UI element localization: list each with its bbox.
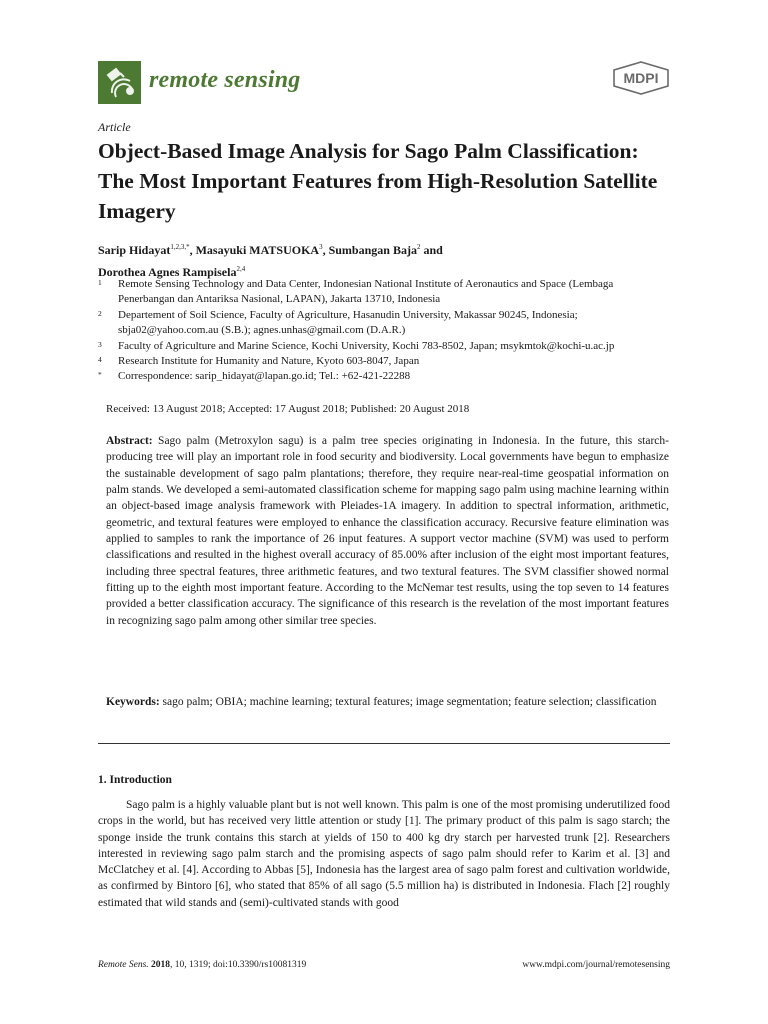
journal-header xyxy=(98,61,670,105)
correspondence-item xyxy=(98,369,670,384)
affiliation-text: Faculty of Agriculture and Marine Science, Kochi University, Kochi 783-8502, Japan; msykmtok@kochi-u.ac.jp xyxy=(118,339,615,352)
author-list xyxy=(98,238,668,282)
author-name: Dorothea Agnes Rampisela xyxy=(98,265,237,279)
affiliation-item xyxy=(98,277,670,308)
journal-logo-icon xyxy=(98,61,141,104)
abstract-text: Sago palm (Metroxylon sagu) is a palm tree species originating in Indonesia. In the future, this starch-producing tree will play an important role in food security and biodiversity. Local governments have begun to emphasize the sustainable development of sago palm plantations; therefore, they require near-real-time geospatial information on palm stands. We developed a semi-automated classification scheme for mapping sago palm using machine learning within an object-based image analysis framework with Pleiades-1A imagery. In addition to spectral information, arithmetic, geometric, and textural features were employed to enhance the classification accuracy. Recursive feature elimination was applied to samples to rank the importance of 26 input features. A support vector machine (SVM) was used to perform classifications and resulted in the highest overall accuracy of 85.00% after inclusion of the eight most important features, including three spectral features, three arithmetic features, and two textural features. The SVM classifier showed normal fitting up to the eighth most important feature. According to the McNemar test results, using the top seven to 14 features provided a better classification accuracy. The significance of this research is the revelation of the most important features in recognizing sago palm among other similar tree species. xyxy=(106,435,669,627)
affiliation-mark: 2 xyxy=(98,308,102,318)
keywords-label: Keywords: xyxy=(106,696,160,708)
affiliation-item xyxy=(98,308,670,339)
keywords-text: sago palm; OBIA; machine learning; textural features; image segmentation; feature selection; classification xyxy=(159,696,657,708)
journal-name: remote sensing xyxy=(149,67,301,93)
affiliation-mark: 4 xyxy=(98,355,102,365)
mdpi-logo-icon xyxy=(612,61,670,95)
author-name: Sarip Hidayat xyxy=(98,243,171,257)
abstract xyxy=(106,433,669,629)
author-name: , Masayuki MATSUOKA xyxy=(189,243,320,257)
section-heading: 1. Introduction xyxy=(98,774,172,786)
author-conjunction: and xyxy=(420,243,443,257)
publisher-name: MDPI xyxy=(623,70,659,86)
author-name: , Sumbangan Baja xyxy=(322,243,417,257)
publication-dates: Received: 13 August 2018; Accepted: 17 August 2018; Published: 20 August 2018 xyxy=(106,403,470,415)
affiliation-list xyxy=(98,277,670,385)
section-divider xyxy=(98,743,670,744)
introduction-paragraph: Sago palm is a highly valuable plant but is not well known. This palm is one of the most promising underutilized food crops in the world, but has received very little attention or study [1]. The primary product of this palm is sago starch; the sponge inside the trunk contains this starch at yields of 150 to 400 kg dry starch per harvested trunk [2]. Researchers interested in reviewing sago palm starch and the promising aspects of sago palm should refer to Karim et al. [3] and McClatchey et al. [4]. According to Abbas [5], Indonesia has the largest area of sago palm forest and cultivation worldwide, as confirmed by Bintoro [6], who stated that 85% of all sago (5.5 million ha) is distributed in Indonesia. Flach [2] roughly estimated that wild stands and (semi)-cultivated stands with good xyxy=(98,799,670,909)
author-affiliation-marks: 2 xyxy=(416,243,421,251)
affiliation-mark: 3 xyxy=(98,339,102,349)
footer-journal: Remote Sens. xyxy=(98,960,149,970)
affiliation-item xyxy=(98,354,670,369)
abstract-label: Abstract: xyxy=(106,435,153,447)
author-affiliation-marks: 1,2,3,* xyxy=(170,243,190,251)
affiliation-mark: 1 xyxy=(98,278,102,287)
footer-year: 2018 xyxy=(151,960,171,970)
affiliation-text: Remote Sensing Technology and Data Center, Indonesian National Institute of Aeronautics and Space (Lembaga Penerbangan dan Antariksa Nasional, LAPAN), Jakarta 13710, Indonesia xyxy=(118,278,614,306)
keywords xyxy=(106,694,669,711)
affiliation-text: Research Institute for Humanity and Nature, Kyoto 603-8047, Japan xyxy=(118,355,420,368)
affiliation-item xyxy=(98,339,670,354)
author-affiliation-marks: 2,4 xyxy=(236,265,246,273)
footer-citation xyxy=(98,960,306,970)
correspondence-mark: * xyxy=(98,370,102,380)
affiliation-text: Departement of Soil Science, Faculty of Agriculture, Hasanudin University, Makassar 90245, Indonesia; sbja02@yahoo.com.au (S.B.); agnes.unhas@gmail.com (D.A.R.) xyxy=(118,308,578,337)
correspondence-text: Correspondence: sarip_hidayat@lapan.go.id; Tel.: +62-421-22288 xyxy=(118,370,411,383)
footer-journal-url[interactable]: www.mdpi.com/journal/remotesensing xyxy=(522,960,670,970)
author-affiliation-marks: 3 xyxy=(319,243,323,251)
footer-volume-doi: , 10, 1319; doi:10.3390/rs10081319 xyxy=(170,960,307,970)
article-type-label: Article xyxy=(98,120,131,134)
paper-title: Object-Based Image Analysis for Sago Palm Classification: The Most Important Features from High-Resolution Satellite Imagery xyxy=(98,139,658,223)
